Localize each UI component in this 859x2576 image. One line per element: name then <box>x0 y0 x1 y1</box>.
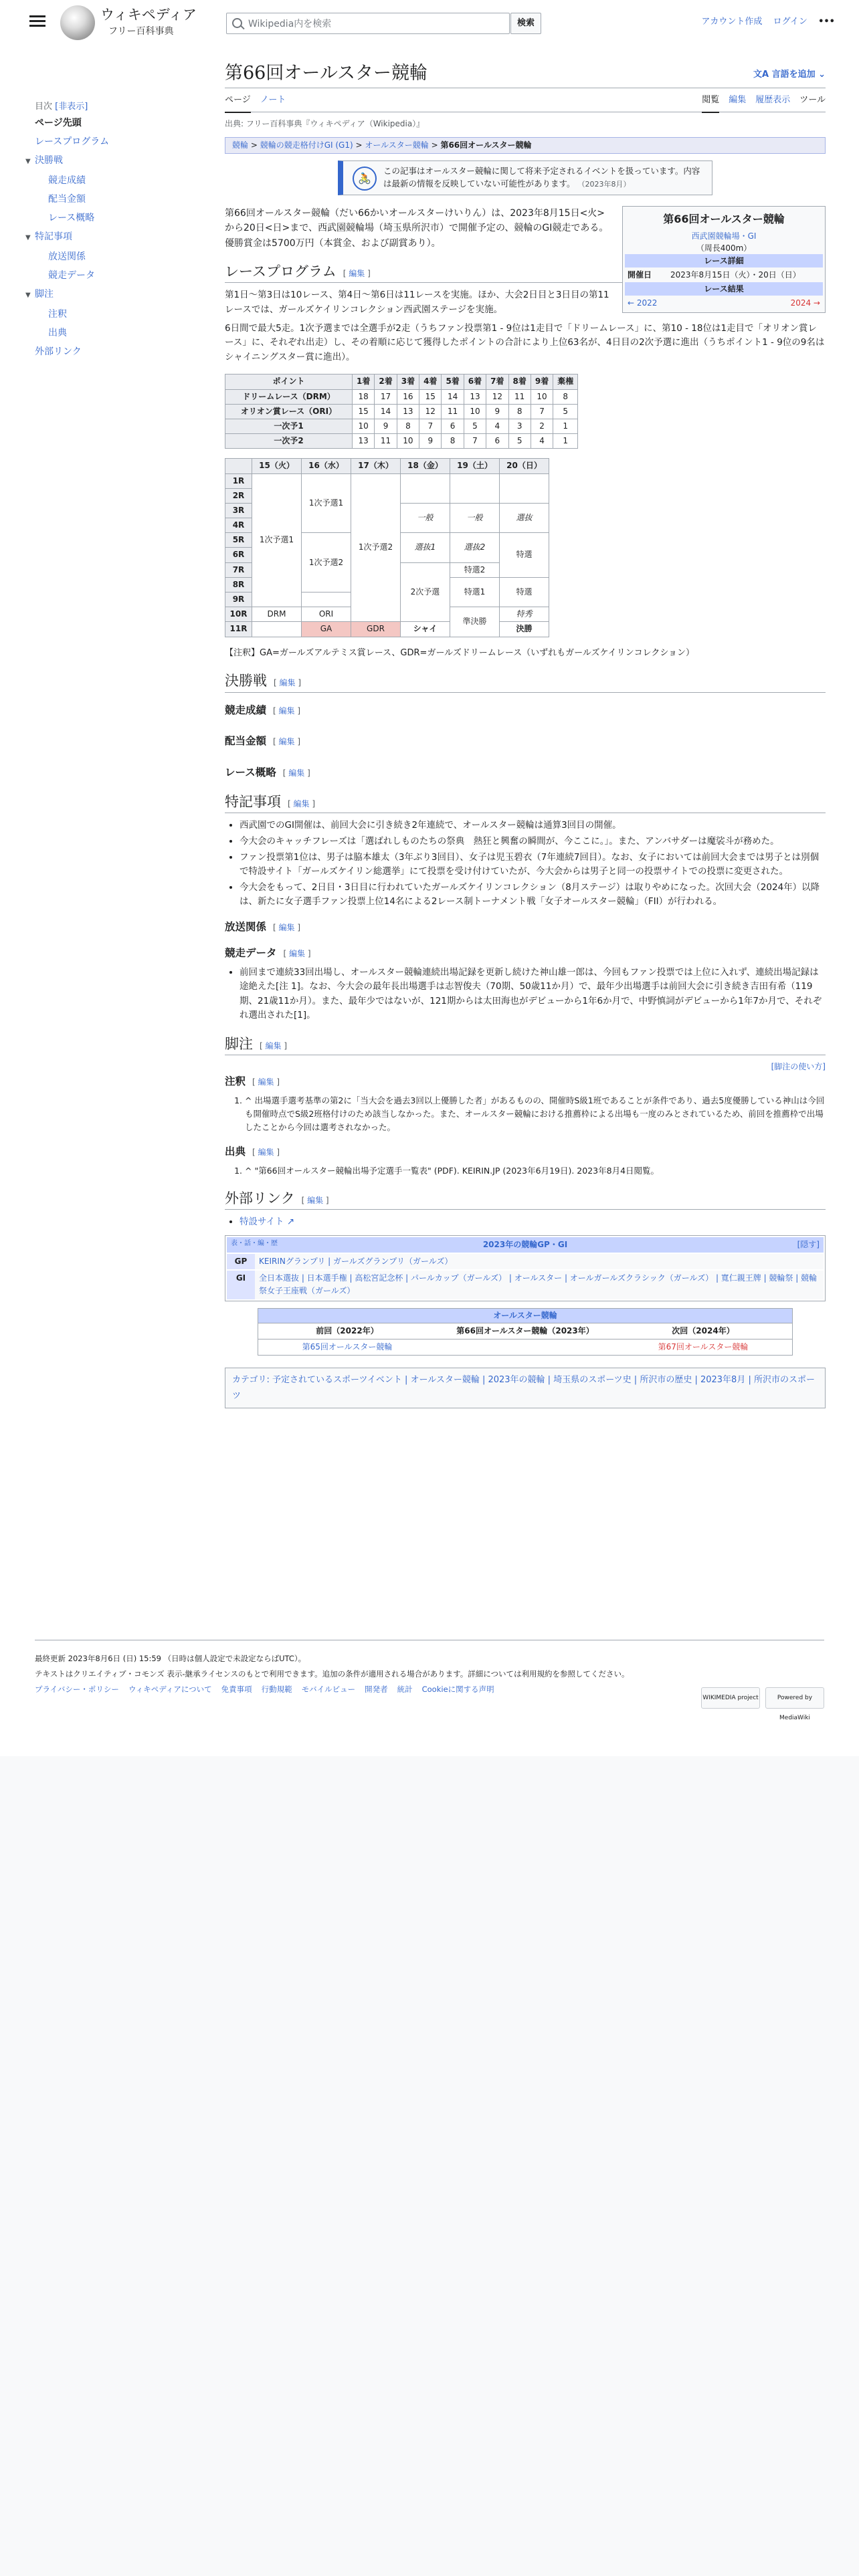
footer-link[interactable]: Cookieに関する声明 <box>421 1685 494 1694</box>
points-table <box>225 374 578 449</box>
toc-item[interactable] <box>35 191 235 207</box>
section-edit: [ 編集 ] <box>273 706 301 716</box>
search-placeholder: Wikipedia内を検索 <box>248 19 332 29</box>
breadcrumb-item[interactable]: オールスター競輪 <box>365 140 429 150</box>
table-cell: 11 <box>442 404 464 419</box>
toc-item[interactable] <box>35 325 235 341</box>
schedule-cell: 決勝 <box>500 622 549 637</box>
navbox-group <box>227 1271 824 1299</box>
footer-badges <box>701 1687 824 1721</box>
future-event-notice <box>338 160 712 195</box>
navbox-vte-links[interactable]: 表・話・編・歴 <box>231 1239 278 1247</box>
race-number: 3R <box>225 503 252 518</box>
schedule-cell: GA <box>302 622 351 637</box>
toc-item[interactable] <box>25 229 235 246</box>
subsection-heading <box>225 764 826 781</box>
list-item: 1. ^ 出場選手選考基準の第2に「当大会を過去3回以上優勝した者」があるものの、開催時S級1班であることが条件であり、過去5度優勝している神山は今回も開催時点でS級2班格付けのため該当しなかった。また、オールスター競輪における推薦枠による出場も一度のみとされているため、前回を推薦枠で出場したことから今回は選考されなかった。 <box>245 1094 826 1134</box>
succession-prev-header: 前回（2022年） <box>258 1323 436 1339</box>
subsection-heading <box>225 1144 826 1160</box>
external-links-list <box>240 1215 826 1230</box>
toc-item-label: ページ先頭 <box>35 118 82 128</box>
edit-link[interactable]: 編集 <box>289 948 306 958</box>
race-number: 6R <box>225 548 252 562</box>
toc-header <box>35 99 235 115</box>
search-input[interactable] <box>226 13 510 34</box>
infobox-venue-link[interactable]: 西武園競輪場・GI <box>691 231 757 241</box>
infobox-next-link[interactable]: 2024 → <box>790 298 820 308</box>
schedule-legend: 【注釈】GA=ガールズアルテミス賞レース、GDR=ガールズドリームレース（いずれもガールズケイリンコレクション） <box>225 647 695 658</box>
more-options-icon[interactable]: ••• <box>818 17 835 27</box>
login-link[interactable]: ログイン <box>773 17 807 27</box>
schedule-cell: 選抜2 <box>464 542 486 552</box>
section-heading <box>225 1190 826 1210</box>
program-paragraph: 6日間で最大5走。1次予選までは全選手が2走（うちファン投票第1 - 9位は1走目で「ドリームレース」に、第10 - 18位は1走目で「オリオン賞レース」に、それぞれ出走）し、その着順に応じて獲得したポイントの合計により上位63名が、4日目の2次予選に進出（うちポイント1 - 9位の9名はシャイニングスター賞に進出）。 <box>225 322 825 362</box>
external-link-icon: ↗ <box>286 1216 295 1228</box>
infobox-section-header: レース詳細 <box>625 254 823 267</box>
infobox <box>622 206 826 313</box>
table-cell: 8 <box>442 434 464 449</box>
succession-box <box>258 1308 793 1356</box>
toc-item[interactable] <box>35 115 235 131</box>
navbox-group-label: GP <box>227 1254 255 1269</box>
tab-edit[interactable]: 編集 <box>729 95 747 106</box>
toc-item-label: 外部リンク <box>35 346 82 357</box>
column-header: 9着 <box>531 374 553 389</box>
breadcrumb-item[interactable]: 競輪 <box>232 140 249 150</box>
toc-item-label: レース概略 <box>48 213 95 223</box>
schedule-cell: 1次予選1 <box>302 473 351 533</box>
table-cell: 13 <box>353 434 375 449</box>
schedule-cell: シャイ <box>401 622 450 637</box>
edit-link[interactable]: 編集 <box>349 269 365 279</box>
table-cell: 7 <box>531 404 553 419</box>
data-list <box>240 966 826 1023</box>
heading-text: 注釈 <box>225 1075 246 1088</box>
race-number: 10R <box>225 607 252 622</box>
table-cell: 9 <box>375 419 397 433</box>
toc-item[interactable] <box>35 134 235 150</box>
schedule-cell: 選抜 <box>516 513 533 522</box>
language-button-label: 言語を追加 <box>771 70 816 80</box>
footer-link[interactable]: プライバシー・ポリシー <box>35 1685 119 1694</box>
subsection-heading <box>225 702 826 719</box>
race-number: 5R <box>225 533 252 548</box>
site-tagline: フリー百科事典 <box>108 26 174 37</box>
schedule-cell: GDR <box>351 622 401 637</box>
main-content <box>225 62 826 1408</box>
infobox-track: （周長400m） <box>696 243 752 253</box>
mediawiki-badge[interactable]: Powered by MediaWiki <box>765 1687 824 1709</box>
table-cell: 13 <box>464 389 486 404</box>
list-item: • 今大会のキャッチフレーズは「選ばれしものたちの祭典 熱狂と興奮の瞬間が、今ここに。」。また、アンバサダーは魔裟斗が務めた。 <box>240 835 826 849</box>
navbox-group-list[interactable]: 全日本選抜 | 日本選手権 | 高松宮記念杯 | パールカップ（ガールズ） | オールスター | オールガールズクラシック（ガールズ） | 寬仁親王牌 | 競輪祭 | 競輪祭女子王座戦（ガールズ） <box>255 1271 824 1299</box>
table-cell: 15 <box>353 404 375 419</box>
schedule-cell: 一般 <box>466 513 483 522</box>
succession-links <box>258 1339 792 1355</box>
edit-link[interactable]: 編集 <box>279 678 296 688</box>
chevron-down-icon[interactable]: ▼ <box>25 292 31 299</box>
navbox-hide-button[interactable]: [隠す] <box>797 1239 820 1249</box>
heading-text: 脚注 <box>225 1035 253 1052</box>
column-header: 16（水） <box>302 459 351 473</box>
column-header: 18（金） <box>401 459 450 473</box>
page-tabs <box>225 88 826 112</box>
subsection-heading <box>225 1073 826 1090</box>
column-header: 15（火） <box>252 459 302 473</box>
last-updated: 最終更新 2023年8月6日 (日) 15:59 （日時は個人設定で未設定ならばUTC）。 <box>35 1654 306 1663</box>
schedule-table <box>225 458 549 637</box>
table-cell: 3 <box>508 419 531 433</box>
category-links[interactable]: カテゴリ: 予定されているスポーツイベント | オールスター競輪 | 2023年の競輪 | 埼玉県のスポーツ史 | 所沢市の歴史 | 2023年8月 | 所沢市のスポーツ <box>225 1368 826 1408</box>
main-menu-icon[interactable] <box>29 13 45 29</box>
toc-item[interactable] <box>35 267 235 284</box>
section-heading <box>225 1035 826 1055</box>
infobox-section-header: レース結果 <box>625 282 823 296</box>
toc-title: 目次 <box>35 102 53 112</box>
toc-item[interactable] <box>35 344 235 360</box>
succession-current: 第66回オールスター競輪（2023年） <box>436 1323 614 1339</box>
tab-read[interactable]: 閲覧 <box>702 94 719 113</box>
schedule-cell: 特秀 <box>516 609 533 619</box>
toc-item-label: 配当金額 <box>48 194 86 205</box>
column-header: 1着 <box>353 374 375 389</box>
page-title: 第66回オールスター競輪 <box>225 62 826 88</box>
table-row <box>225 389 578 404</box>
infobox-title: 第66回オールスター競輪 <box>663 212 785 225</box>
schedule-cell: 準決勝 <box>450 607 500 637</box>
table-cell: 4 <box>531 434 553 449</box>
race-number: 11R <box>225 622 252 637</box>
schedule-cell: 1次予選1 <box>252 473 302 607</box>
table-cell: 11 <box>375 434 397 449</box>
page-bottom-background <box>0 1756 859 2576</box>
heading-text: レースプログラム <box>225 263 337 280</box>
section-edit: [ 編集 ] <box>252 1148 280 1158</box>
table-cell: 17 <box>375 389 397 404</box>
heading-text: 競走データ <box>225 946 277 959</box>
toc-item-label: 競走成績 <box>48 175 86 186</box>
table-of-contents <box>25 99 235 362</box>
footer-link[interactable]: 開発者 <box>365 1685 388 1694</box>
table-cell: 5 <box>508 434 531 449</box>
column-header <box>225 459 252 473</box>
heading-text: 特記事項 <box>225 794 281 811</box>
toc-item[interactable] <box>25 152 235 170</box>
table-cell: 8 <box>553 389 578 404</box>
table-cell: 10 <box>531 389 553 404</box>
toc-item-label: 競走データ <box>48 270 95 281</box>
race-number: 4R <box>225 518 252 533</box>
edit-link[interactable]: 編集 <box>258 1148 274 1158</box>
infobox-date-row <box>625 267 823 282</box>
subsection-heading <box>225 919 826 936</box>
schedule-cell: DRM <box>252 607 302 622</box>
program-paragraph: 第1日〜第3日は10レース、第4日〜第6日は11レースを実施。ほか、大会2日目と3日目の第11レースでは、ガールズケイリンコレクション西武園ステージを実施。 <box>225 290 609 316</box>
section-edit: [ 編集 ] <box>283 948 311 958</box>
table-cell: 7 <box>464 434 486 449</box>
breadcrumb: 競輪 > 競輪の競走格付けGI (G1) > オールスター競輪 > 第66回オールスター競輪 <box>225 137 826 154</box>
schedule-cell: ORI <box>302 607 351 622</box>
race-number: 9R <box>225 593 252 607</box>
table-cell: 4 <box>486 419 508 433</box>
heading-text: 放送関係 <box>225 920 267 933</box>
column-header: 20（日） <box>500 459 549 473</box>
section-heading <box>225 793 826 813</box>
section-edit: [ 編集 ] <box>274 678 302 688</box>
table-cell: 1 <box>553 434 578 449</box>
toc-item-label: レースプログラム <box>35 136 110 147</box>
column-header: 7着 <box>486 374 508 389</box>
table-cell: 10 <box>397 434 419 449</box>
schedule-cell: 2次予選 <box>401 562 450 622</box>
breadcrumb-item[interactable]: 競輪の競走格付けGI (G1) <box>260 140 353 150</box>
section-heading <box>225 672 826 692</box>
edit-link[interactable]: 編集 <box>258 1077 274 1087</box>
create-account-link[interactable]: アカウント作成 <box>701 17 763 27</box>
column-header: 5着 <box>442 374 464 389</box>
section-edit: [ 編集 ] <box>252 1077 280 1087</box>
edit-link[interactable]: 編集 <box>278 922 295 932</box>
table-cell: 11 <box>508 389 531 404</box>
notice-date: （2023年8月） <box>577 180 631 189</box>
table-row <box>225 434 578 449</box>
table-cell: 5 <box>464 419 486 433</box>
row-header: 一次予1 <box>225 419 353 433</box>
toc-list <box>25 115 235 360</box>
subsection-heading <box>225 733 826 750</box>
notes-list <box>240 819 826 909</box>
section-edit: [ 編集 ] <box>260 1041 288 1051</box>
succession-title[interactable]: オールスター競輪 <box>258 1309 792 1323</box>
tab-history[interactable]: 履歴表示 <box>755 95 791 106</box>
toc-item[interactable] <box>35 210 235 226</box>
race-number: 7R <box>225 562 252 577</box>
footer-link[interactable]: 行動規範 <box>261 1685 292 1694</box>
race-number: 1R <box>225 473 252 488</box>
list-item: • 前回まで連続33回出場し、オールスター競輪連続出場記録を更新し続けた神山雄一郎は、今回もファン投票では上位に入れず、連続出場記録は途絶えた[注 1]。なお、今大会の最年長出場選手は志智俊夫（70期、50歳11か月）で、最年少出場選手は前回大会に引き続き吉田有希（119期、21歳11か月）。また、最年少ではないが、121期からは太田海也がデビューから1年6か月で、中野慎詞がデビューから1年7か月で、それぞれ選出された[1]。 <box>240 966 826 1023</box>
heading-text: レース概略 <box>225 766 276 779</box>
list-item: 1. ^ "第66回オールスター競輪出場予定選手一覧表" (PDF). KEIRIN.JP (2023年6月19日). 2023年8月4日閲覧。 <box>245 1164 826 1178</box>
search-icon <box>232 18 242 28</box>
edit-link[interactable]: 編集 <box>278 706 295 716</box>
table-cell: 9 <box>419 434 442 449</box>
table-cell: 1 <box>553 419 578 433</box>
footer-link[interactable]: モバイルビュー <box>301 1685 356 1694</box>
navbox-group-list[interactable]: KEIRINグランプリ | ガールズグランプリ（ガールズ） <box>255 1254 824 1269</box>
table-cell: 14 <box>375 404 397 419</box>
toc-item-label: 放送関係 <box>48 251 86 262</box>
schedule-cell: 1次予選2 <box>351 473 401 622</box>
chevron-down-icon[interactable]: ▼ <box>25 234 31 241</box>
column-header: ポイント <box>225 374 353 389</box>
schedule-cell: 特選 <box>500 577 549 607</box>
table-cell: 15 <box>419 389 442 404</box>
column-header: 3着 <box>397 374 419 389</box>
edit-link[interactable]: 編集 <box>288 768 305 778</box>
table-cell: 16 <box>397 389 419 404</box>
tab-talk[interactable]: ノート <box>260 95 286 106</box>
edit-link[interactable]: 編集 <box>307 1195 324 1205</box>
table-cell: 12 <box>419 404 442 419</box>
table-row <box>225 419 578 433</box>
edit-link[interactable]: 編集 <box>265 1041 282 1051</box>
section-edit: [ 編集 ] <box>288 799 316 809</box>
infobox-prev-link[interactable]: ← 2022 <box>628 298 658 308</box>
succession-next-header: 次回（2024年） <box>614 1323 792 1339</box>
row-header: 一次予2 <box>225 434 353 449</box>
section-edit: [ 編集 ] <box>273 922 301 932</box>
infobox-date-label: 開催日 <box>628 270 652 280</box>
cyclist-icon: 🚴 <box>353 167 377 191</box>
column-header: 17（木） <box>351 459 401 473</box>
breadcrumb-current: 第66回オールスター競輪 <box>440 140 532 150</box>
schedule-cell: 選抜1 <box>414 542 436 552</box>
annotation-list <box>245 1094 826 1134</box>
heading-text: 配当金額 <box>225 735 267 748</box>
schedule-cell: 特選1 <box>450 577 500 607</box>
edit-link[interactable]: 編集 <box>278 737 295 747</box>
toc-item-label: 出典 <box>48 328 67 338</box>
navbox-group <box>227 1254 824 1269</box>
row-header: ドリームレース（DRM） <box>225 389 353 404</box>
succession-prev-link[interactable]: 第65回オールスター競輪 <box>258 1339 436 1355</box>
wikimedia-badge[interactable]: WIKIMEDIA project <box>701 1687 760 1709</box>
tab-tools[interactable]: ツール <box>799 95 826 106</box>
table-cell: 7 <box>419 419 442 433</box>
table-cell: 6 <box>486 434 508 449</box>
toc-item-label: 決勝戦 <box>35 155 63 166</box>
table-cell: 8 <box>397 419 419 433</box>
list-item: • ファン投票第1位は、男子は脇本雄太（3年ぶり3回目）、女子は児玉碧衣（7年連続7回目）。なお、女子においては前回大会までは男子とは別個で特設サイト「ガールズケイリン総選挙」にて投票を受け付けていたが、今大会からは男子と同一の投票サイトでの投票に変更された。 <box>240 851 826 879</box>
heading-text: 競走成績 <box>225 704 267 716</box>
page-footer <box>35 1640 824 1721</box>
column-header: 2着 <box>375 374 397 389</box>
column-header: 棄権 <box>553 374 578 389</box>
navbox <box>225 1235 826 1301</box>
site-header <box>0 0 859 44</box>
subsection-heading <box>225 945 826 962</box>
footer-link[interactable]: 統計 <box>397 1685 413 1694</box>
intro-paragraph: 第66回オールスター競輪（だい66かいオールスターけいりん）は、2023年8月15日<火>から20日<日>まで、西武園競輪場（埼玉県所沢市）で開催予定の、競輪のGI競走である。優勝賞金は5700万円（本賞金、および副賞あり）。 <box>225 207 609 249</box>
toc-hide-button[interactable]: [非表示] <box>55 102 88 112</box>
row-header: オリオン賞レース（ORI） <box>225 404 353 419</box>
official-site-link[interactable]: 特設サイト <box>240 1216 284 1228</box>
infobox-date-value: 2023年8月15日（火）・20日（日） <box>670 270 801 280</box>
notice-text: この記事はオールスター競輪に関して将来予定されるイベントを扱っています。内容は最新の情報を反映していない可能性があります。 <box>383 166 700 189</box>
site-wordmark[interactable]: ウィキペディア <box>100 7 197 23</box>
column-header: 19（土） <box>450 459 500 473</box>
toc-item[interactable] <box>35 173 235 189</box>
succession-next-link[interactable]: 第67回オールスター競輪 <box>614 1339 792 1355</box>
source-line: 出典: フリー百科事典『ウィキペディア（Wikipedia）』 <box>225 119 425 129</box>
heading-text: 決勝戦 <box>225 673 267 689</box>
schedule-cell: 特選2 <box>450 562 500 577</box>
footer-link[interactable]: ウィキペディアについて <box>128 1685 212 1694</box>
section-edit: [ 編集 ] <box>273 737 301 747</box>
race-number: 8R <box>225 577 252 592</box>
table-cell: 10 <box>353 419 375 433</box>
section-edit: [ 編集 ] <box>301 1195 329 1205</box>
column-header: 4着 <box>419 374 442 389</box>
table-cell: 18 <box>353 389 375 404</box>
succession-headers <box>258 1323 792 1339</box>
language-button[interactable]: 文A 言語を追加 ⌄ <box>753 70 826 80</box>
user-links <box>694 15 835 29</box>
navbox-header <box>227 1237 824 1253</box>
section-edit: [ 編集 ] <box>282 768 310 778</box>
navbox-title[interactable]: 2023年の競輪GP・GI <box>482 1239 568 1249</box>
edit-link[interactable]: 編集 <box>293 799 310 809</box>
source-list <box>245 1164 826 1178</box>
license-text: テキストはクリエイティブ・コモンズ 表示-継承ライセンスのもとで利用できます。追加の条件が適用される場合があります。詳細については利用規約を参照してください。 <box>35 1669 630 1679</box>
toc-item-label: 注釈 <box>48 309 67 320</box>
table-cell: 6 <box>442 419 464 433</box>
toc-item[interactable] <box>35 306 235 322</box>
table-cell: 5 <box>553 404 578 419</box>
toc-item-label: 脚注 <box>35 289 54 300</box>
schedule-cell: 一般 <box>417 513 434 522</box>
schedule-cell: 1次予選2 <box>302 533 351 593</box>
footer-link[interactable]: 免責事項 <box>221 1685 252 1694</box>
table-cell: 13 <box>397 404 419 419</box>
heading-text: 外部リンク <box>225 1190 295 1206</box>
table-cell: 2 <box>531 419 553 433</box>
table-cell: 10 <box>464 404 486 419</box>
list-item: • 今大会をもって、2日目・3日目に行われていたガールズケイリンコレクション（8月ステージ）は取りやめになった。次回大会（2024年）以降は、新たに女子選手ファン投票上位14名による2レース制トーナメント戦「女子オールスター競輪」（FII）が行われる。 <box>240 881 826 909</box>
chevron-down-icon[interactable]: ▼ <box>25 158 31 165</box>
schedule-cell: 特選 <box>500 533 549 578</box>
footnote-help-link[interactable]: [脚注の使い方] <box>771 1062 826 1072</box>
list-item: • 西武園でのGI開催は、前回大会に引き続き2年連続で、オールスター競輪は通算3回目の開催。 <box>240 819 826 833</box>
toc-item[interactable] <box>35 249 235 265</box>
section-edit: [ 編集 ] <box>343 269 371 279</box>
table-cell: 8 <box>508 404 531 419</box>
column-header: 6着 <box>464 374 486 389</box>
heading-text: 出典 <box>225 1146 246 1158</box>
table-cell: 9 <box>486 404 508 419</box>
toc-item-label: 特記事項 <box>35 231 72 242</box>
table-cell: 14 <box>442 389 464 404</box>
table-row <box>225 404 578 419</box>
table-cell: 12 <box>486 389 508 404</box>
race-number: 2R <box>225 488 252 503</box>
toc-item[interactable] <box>25 286 235 304</box>
navbox-group-label: GI <box>227 1271 255 1299</box>
tab-page[interactable]: ページ <box>225 94 251 113</box>
column-header: 8着 <box>508 374 531 389</box>
wikipedia-globe-logo[interactable] <box>60 5 95 40</box>
search-button[interactable]: 検索 <box>510 13 541 34</box>
